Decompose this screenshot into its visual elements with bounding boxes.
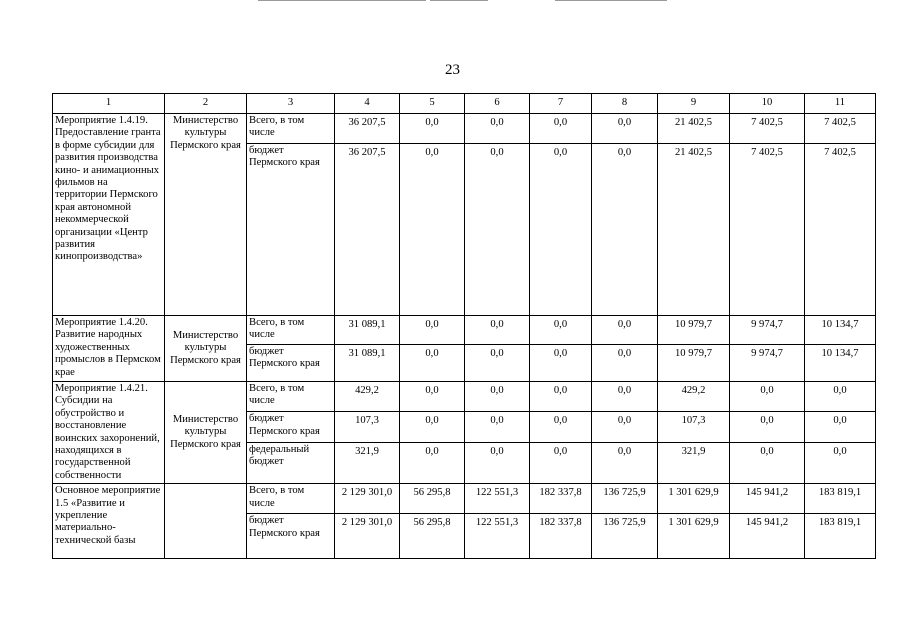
amount-cell: 0,0 bbox=[530, 316, 592, 345]
amount-cell: 36 207,5 bbox=[335, 144, 400, 316]
table-row bbox=[53, 114, 876, 144]
executor-cell: Министерство культуры Пермского края bbox=[165, 316, 247, 382]
amount-cell: 0,0 bbox=[400, 382, 465, 412]
activity-name-cell: Мероприятие 1.4.20. Развитие народных художественных промыслов в Пермском крае bbox=[53, 316, 165, 382]
amount-cell: 0,0 bbox=[805, 382, 876, 412]
amount-cell: 1 301 629,9 bbox=[658, 484, 730, 514]
amount-cell: 0,0 bbox=[465, 345, 530, 382]
amount-cell: 2 129 301,0 bbox=[335, 514, 400, 559]
budget-table bbox=[52, 93, 876, 559]
table-row bbox=[53, 484, 876, 514]
amount-cell: 56 295,8 bbox=[400, 514, 465, 559]
amount-cell: 0,0 bbox=[530, 345, 592, 382]
amount-cell: 0,0 bbox=[465, 316, 530, 345]
amount-cell: 182 337,8 bbox=[530, 514, 592, 559]
amount-cell: 1 301 629,9 bbox=[658, 514, 730, 559]
amount-cell: 0,0 bbox=[805, 412, 876, 442]
activity-name-cell: Основное мероприятие 1.5 «Развитие и укрепление материально-технической базы bbox=[53, 484, 165, 559]
amount-cell: 0,0 bbox=[400, 144, 465, 316]
amount-cell: 0,0 bbox=[592, 382, 658, 412]
amount-cell: 21 402,5 bbox=[658, 114, 730, 144]
amount-cell: 182 337,8 bbox=[530, 484, 592, 514]
amount-cell: 0,0 bbox=[592, 345, 658, 382]
scan-edge-line bbox=[258, 0, 426, 1]
funding-source-cell: Всего, в том числе bbox=[247, 382, 335, 412]
amount-cell: 145 941,2 bbox=[730, 514, 805, 559]
amount-cell: 0,0 bbox=[730, 412, 805, 442]
column-number: 1 bbox=[53, 94, 165, 114]
amount-cell: 0,0 bbox=[592, 114, 658, 144]
column-number: 2 bbox=[165, 94, 247, 114]
column-number: 7 bbox=[530, 94, 592, 114]
funding-source-cell: Всего, в том числе bbox=[247, 316, 335, 345]
amount-cell: 429,2 bbox=[335, 382, 400, 412]
amount-cell: 0,0 bbox=[592, 412, 658, 442]
amount-cell: 0,0 bbox=[465, 442, 530, 484]
amount-cell: 0,0 bbox=[400, 412, 465, 442]
activity-name-cell: Мероприятие 1.4.21. Субсидии на обустройство и восстановление воинских захоронений, находящихся в государственной собственности bbox=[53, 382, 165, 484]
amount-cell: 122 551,3 bbox=[465, 514, 530, 559]
amount-cell: 0,0 bbox=[400, 345, 465, 382]
table-row bbox=[53, 382, 876, 412]
amount-cell: 0,0 bbox=[592, 442, 658, 484]
amount-cell: 0,0 bbox=[530, 144, 592, 316]
column-number: 9 bbox=[658, 94, 730, 114]
amount-cell: 0,0 bbox=[730, 442, 805, 484]
amount-cell: 56 295,8 bbox=[400, 484, 465, 514]
funding-source-cell: Всего, в том числе bbox=[247, 484, 335, 514]
amount-cell: 0,0 bbox=[530, 114, 592, 144]
amount-cell: 0,0 bbox=[465, 114, 530, 144]
funding-source-cell: бюджет Пермского края bbox=[247, 412, 335, 442]
amount-cell: 0,0 bbox=[730, 382, 805, 412]
table-row bbox=[53, 316, 876, 345]
funding-source-cell: бюджет Пермского края bbox=[247, 144, 335, 316]
amount-cell: 0,0 bbox=[592, 144, 658, 316]
funding-source-cell: Всего, в том числе bbox=[247, 114, 335, 144]
column-number: 11 bbox=[805, 94, 876, 114]
header-row bbox=[53, 94, 876, 114]
amount-cell: 107,3 bbox=[335, 412, 400, 442]
amount-cell: 429,2 bbox=[658, 382, 730, 412]
amount-cell: 10 134,7 bbox=[805, 345, 876, 382]
scan-edge-line bbox=[430, 0, 488, 1]
amount-cell: 0,0 bbox=[805, 442, 876, 484]
column-number: 5 bbox=[400, 94, 465, 114]
amount-cell: 136 725,9 bbox=[592, 514, 658, 559]
amount-cell: 136 725,9 bbox=[592, 484, 658, 514]
amount-cell: 183 819,1 bbox=[805, 514, 876, 559]
executor-cell: Министерство культуры Пермского края bbox=[165, 114, 247, 316]
amount-cell: 7 402,5 bbox=[730, 144, 805, 316]
funding-source-cell: федеральный бюджет bbox=[247, 442, 335, 484]
amount-cell: 183 819,1 bbox=[805, 484, 876, 514]
funding-source-cell: бюджет Пермского края bbox=[247, 514, 335, 559]
column-number: 10 bbox=[730, 94, 805, 114]
amount-cell: 0,0 bbox=[465, 144, 530, 316]
amount-cell: 0,0 bbox=[530, 412, 592, 442]
amount-cell: 145 941,2 bbox=[730, 484, 805, 514]
amount-cell: 9 974,7 bbox=[730, 345, 805, 382]
amount-cell: 10 134,7 bbox=[805, 316, 876, 345]
amount-cell: 0,0 bbox=[400, 442, 465, 484]
amount-cell: 7 402,5 bbox=[805, 114, 876, 144]
amount-cell: 0,0 bbox=[465, 412, 530, 442]
column-number: 4 bbox=[335, 94, 400, 114]
amount-cell: 321,9 bbox=[658, 442, 730, 484]
amount-cell: 0,0 bbox=[400, 316, 465, 345]
amount-cell: 2 129 301,0 bbox=[335, 484, 400, 514]
amount-cell: 31 089,1 bbox=[335, 345, 400, 382]
amount-cell: 0,0 bbox=[592, 316, 658, 345]
amount-cell: 0,0 bbox=[530, 382, 592, 412]
amount-cell: 7 402,5 bbox=[805, 144, 876, 316]
funding-source-cell: бюджет Пермского края bbox=[247, 345, 335, 382]
amount-cell: 122 551,3 bbox=[465, 484, 530, 514]
column-number: 3 bbox=[247, 94, 335, 114]
amount-cell: 31 089,1 bbox=[335, 316, 400, 345]
activity-name-cell: Мероприятие 1.4.19. Предоставление гранта в форме субсидии для развития производства кино- и анимационных фильмов на территории Пермского края автономной некоммерческой организации «Центр развития кинопроизводства» bbox=[53, 114, 165, 316]
amount-cell: 7 402,5 bbox=[730, 114, 805, 144]
page-number: 23 bbox=[445, 62, 460, 78]
amount-cell: 10 979,7 bbox=[658, 316, 730, 345]
amount-cell: 321,9 bbox=[335, 442, 400, 484]
amount-cell: 21 402,5 bbox=[658, 144, 730, 316]
scan-edge-line bbox=[555, 0, 667, 1]
amount-cell: 0,0 bbox=[400, 114, 465, 144]
column-number: 8 bbox=[592, 94, 658, 114]
amount-cell: 0,0 bbox=[465, 382, 530, 412]
executor-cell: Министерство культуры Пермского края bbox=[165, 382, 247, 484]
executor-cell bbox=[165, 484, 247, 559]
amount-cell: 10 979,7 bbox=[658, 345, 730, 382]
column-number: 6 bbox=[465, 94, 530, 114]
amount-cell: 107,3 bbox=[658, 412, 730, 442]
amount-cell: 9 974,7 bbox=[730, 316, 805, 345]
amount-cell: 0,0 bbox=[530, 442, 592, 484]
amount-cell: 36 207,5 bbox=[335, 114, 400, 144]
